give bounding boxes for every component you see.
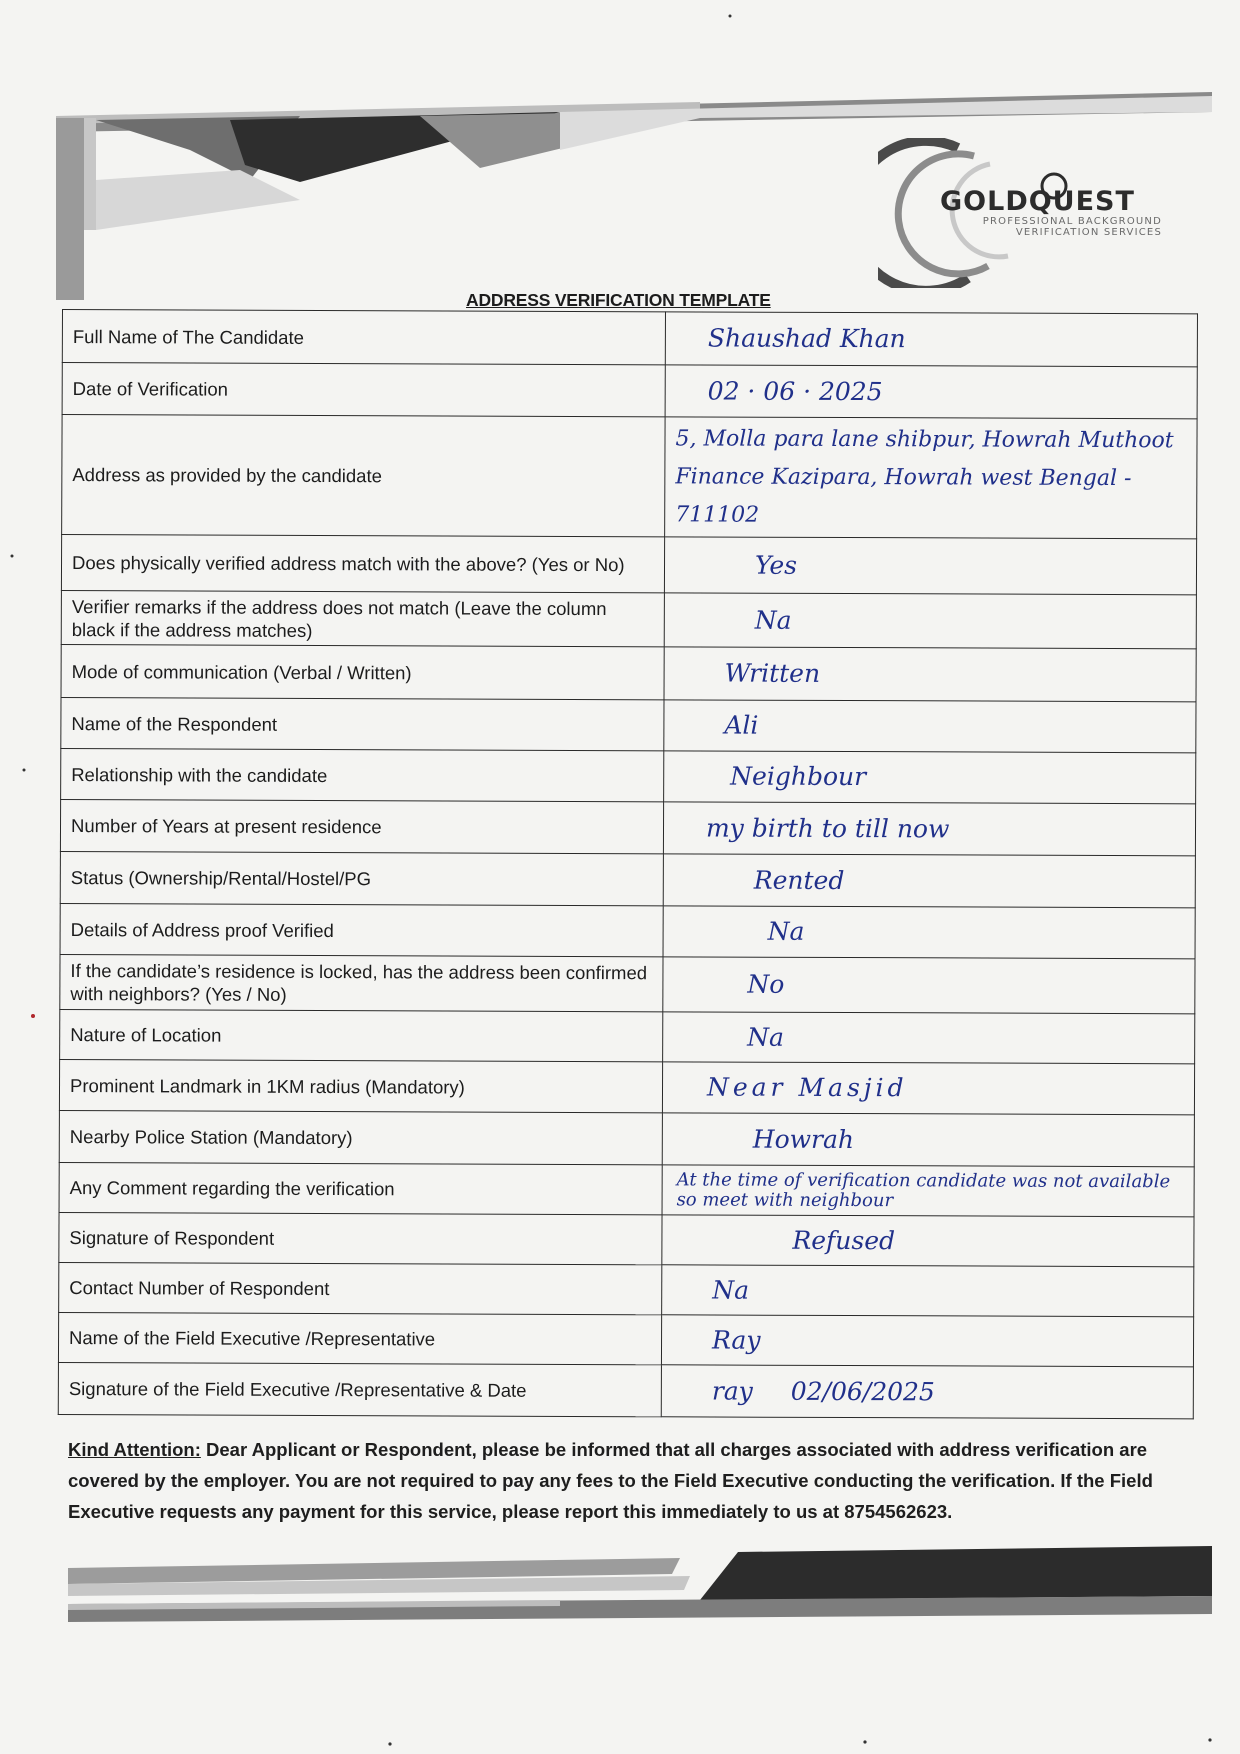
label-respondent-contact: Contact Number of Respondent bbox=[59, 1262, 662, 1314]
label-relationship: Relationship with the candidate bbox=[61, 748, 664, 801]
label-years-at-residence: Number of Years at present residence bbox=[60, 799, 663, 853]
value-full-name: Shaushad Khan bbox=[665, 312, 1197, 367]
brand-tagline: PROFESSIONAL BACKGROUND VERIFICATION SERVICES bbox=[982, 216, 1162, 238]
value-years-at-residence: my birth to till now bbox=[663, 802, 1195, 856]
label-landmark: Prominent Landmark in 1KM radius (Mandatory) bbox=[59, 1059, 662, 1112]
value-respondent-signature: Refused bbox=[662, 1215, 1194, 1267]
label-field-executive-name: Name of the Field Executive /Representative bbox=[58, 1312, 661, 1364]
value-field-executive-signature: ray 02/06/2025 bbox=[661, 1365, 1193, 1419]
brand-name: GOLDQUEST bbox=[940, 186, 1135, 217]
label-date-of-verification: Date of Verification bbox=[62, 363, 665, 417]
value-field-executive-name: Ray bbox=[661, 1315, 1193, 1367]
value-address-proof: Na bbox=[663, 906, 1195, 959]
value-address-match: Yes bbox=[664, 537, 1196, 595]
label-field-executive-signature: Signature of the Field Executive /Representative & Date bbox=[58, 1362, 661, 1416]
label-address-match: Does physically verified address match with the above? (Yes or No) bbox=[61, 535, 664, 593]
label-address: Address as provided by the candidate bbox=[62, 415, 665, 537]
document-title: ADDRESS VERIFICATION TEMPLATE bbox=[466, 290, 771, 310]
value-nature-of-location: Na bbox=[663, 1012, 1195, 1064]
notice-body: Dear Applicant or Respondent, please be informed that all charges associated with address verification are covered by the employer. You are not required to pay any fees to the Field Executive conducting the verification. If the Field Executive requests any payment for this service, please report this immediately to us at 8754562623. bbox=[68, 1439, 1153, 1522]
value-mode-of-communication: Written bbox=[664, 647, 1196, 702]
label-verification-comment: Any Comment regarding the verification bbox=[59, 1162, 662, 1214]
value-respondent-contact: Na bbox=[662, 1265, 1194, 1317]
label-full-name: Full Name of The Candidate bbox=[62, 310, 665, 365]
label-residence-status: Status (Ownership/Rental/Hostel/PG bbox=[60, 851, 663, 905]
label-police-station: Nearby Police Station (Mandatory) bbox=[59, 1110, 662, 1164]
label-locked-residence: If the candidate’s residence is locked, has the address been confirmed with neighbors? (Yes / No) bbox=[60, 954, 663, 1011]
notice-lead: Kind Attention: bbox=[68, 1439, 201, 1460]
value-verifier-remarks: Na bbox=[664, 593, 1196, 649]
value-date-of-verification: 02 · 06 · 2025 bbox=[665, 365, 1197, 419]
value-relationship: Neighbour bbox=[664, 751, 1196, 804]
label-mode-of-communication: Mode of communication (Verbal / Written) bbox=[61, 644, 664, 699]
value-locked-residence: No bbox=[663, 957, 1195, 1014]
value-verification-comment: At the time of verification candidate was not available so meet with neighbour bbox=[662, 1165, 1194, 1217]
value-residence-status: Rented bbox=[663, 854, 1195, 908]
label-respondent-name: Name of the Respondent bbox=[61, 697, 664, 750]
value-address: 5, Molla para lane shibpur, Howrah Muthoot Finance Kazipara, Howrah west Bengal - 711102 bbox=[665, 417, 1197, 539]
value-landmark: Near Masjid bbox=[662, 1062, 1194, 1115]
value-respondent-name: Ali bbox=[664, 700, 1196, 753]
value-police-station: Howrah bbox=[662, 1113, 1194, 1167]
label-nature-of-location: Nature of Location bbox=[60, 1009, 663, 1061]
label-verifier-remarks: Verifier remarks if the address does not match (Leave the column black if the address matches) bbox=[61, 590, 664, 646]
label-address-proof: Details of Address proof Verified bbox=[60, 903, 663, 956]
label-respondent-signature: Signature of Respondent bbox=[59, 1212, 662, 1264]
